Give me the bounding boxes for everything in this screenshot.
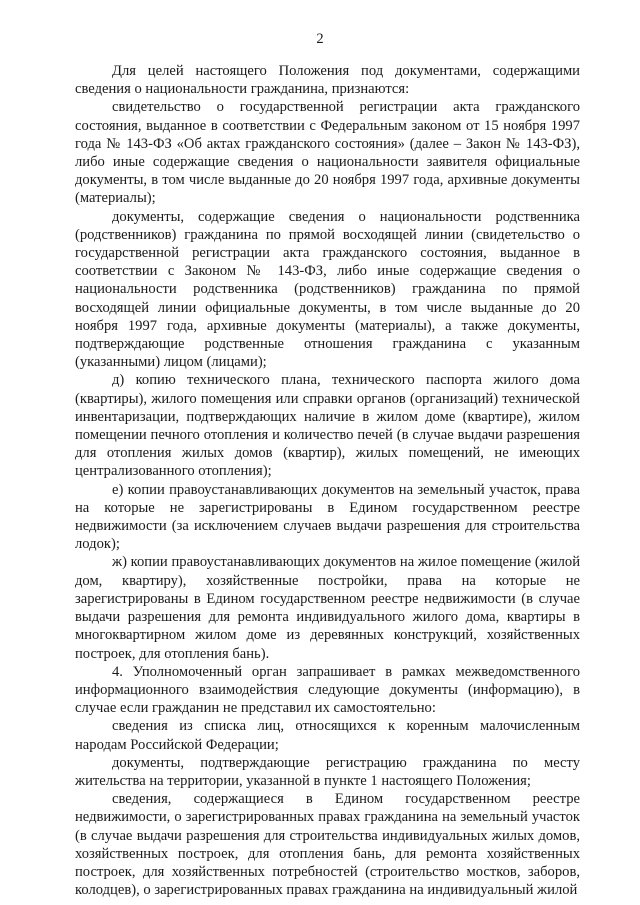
paragraph: 4. Уполномоченный орган запрашивает в рамках межведомственного информационного взаимодействия следующие документы (информацию), в случае если гражданин не представил их самостоятельно:	[75, 663, 580, 717]
paragraph: свидетельство о государственной регистрации акта гражданского состояния, выданное в соответствии с Федеральным законом от 15 ноября 1997 года № 143-ФЗ «Об актах гражданского состояния» (далее – Закон № 143-ФЗ), либо иные содержащие сведения о национальности заявителя официальные документы, в том числе выданные до 20 ноября 1997 года, архивные документы (материалы);	[75, 99, 580, 207]
paragraph: ж) копии правоустанавливающих документов на жилое помещение (жилой дом, квартиру), хозяйственные постройки, права на которые не зарегистрированы в Едином государственном реестре недвижимости (в случае выдачи разрешения для ремонта индивидуального жилого дома, квартиры в многоквартирном жилом доме из деревянных конструкций, хозяйственных построек, для отопления бань).	[75, 554, 580, 662]
paragraph: сведения, содержащиеся в Едином государственном реестре недвижимости, о зарегистрированных правах гражданина на земельный участок (в случае выдачи разрешения для строительства индивидуальных жилых домов, хозяйственных построек, для отопления бань, для ремонта хозяйственных построек, для хозяйственных потребностей (строительство мостков, заборов, колодцев), о зарегистрированных правах гражданина на индивидуальный жилой	[75, 791, 580, 899]
paragraph: Для целей настоящего Положения под документами, содержащими сведения о национальности гражданина, признаются:	[75, 63, 580, 98]
paragraph: документы, содержащие сведения о национальности родственника (родственников) гражданина по прямой восходящей линии (свидетельство о государственной регистрации акта гражданского состояния, выданное в соответствии с Законом № 143-ФЗ, либо иные содержащие сведения о национальности родственника (родственников) гражданина по прямой восходящей линии официальные документы, в том числе выданные до 20 ноября 1997 года, архивные документы (материалы), а также документы, подтверждающие родственные отношения гражданина с указанным (указанными) лицом (лицами);	[75, 208, 580, 371]
document-body	[75, 62, 580, 899]
paragraph: сведения из списка лиц, относящихся к коренным малочисленным народам Российской Федерации;	[75, 718, 580, 753]
page-number: 2	[316, 31, 324, 47]
paragraph: документы, подтверждающие регистрацию гражданина по месту жительства на территории, указанной в пункте 1 настоящего Положения;	[75, 754, 580, 789]
paragraph: д) копию технического плана, технического паспорта жилого дома (квартиры), жилого помещения или справки органов (организаций) технической инвентаризации, подтверждающих наличие в жилом доме (квартире), жилом помещении печного отопления и количество печей (в случае выдачи разрешения для отопления жилых домов (квартир), жилых помещений, не имеющих централизованного отопления);	[75, 372, 580, 480]
paragraph: е) копии правоустанавливающих документов на земельный участок, права на которые не зарегистрированы в Едином государственном реестре недвижимости (за исключением случаев выдачи разрешения для строительства лодок);	[75, 481, 580, 553]
